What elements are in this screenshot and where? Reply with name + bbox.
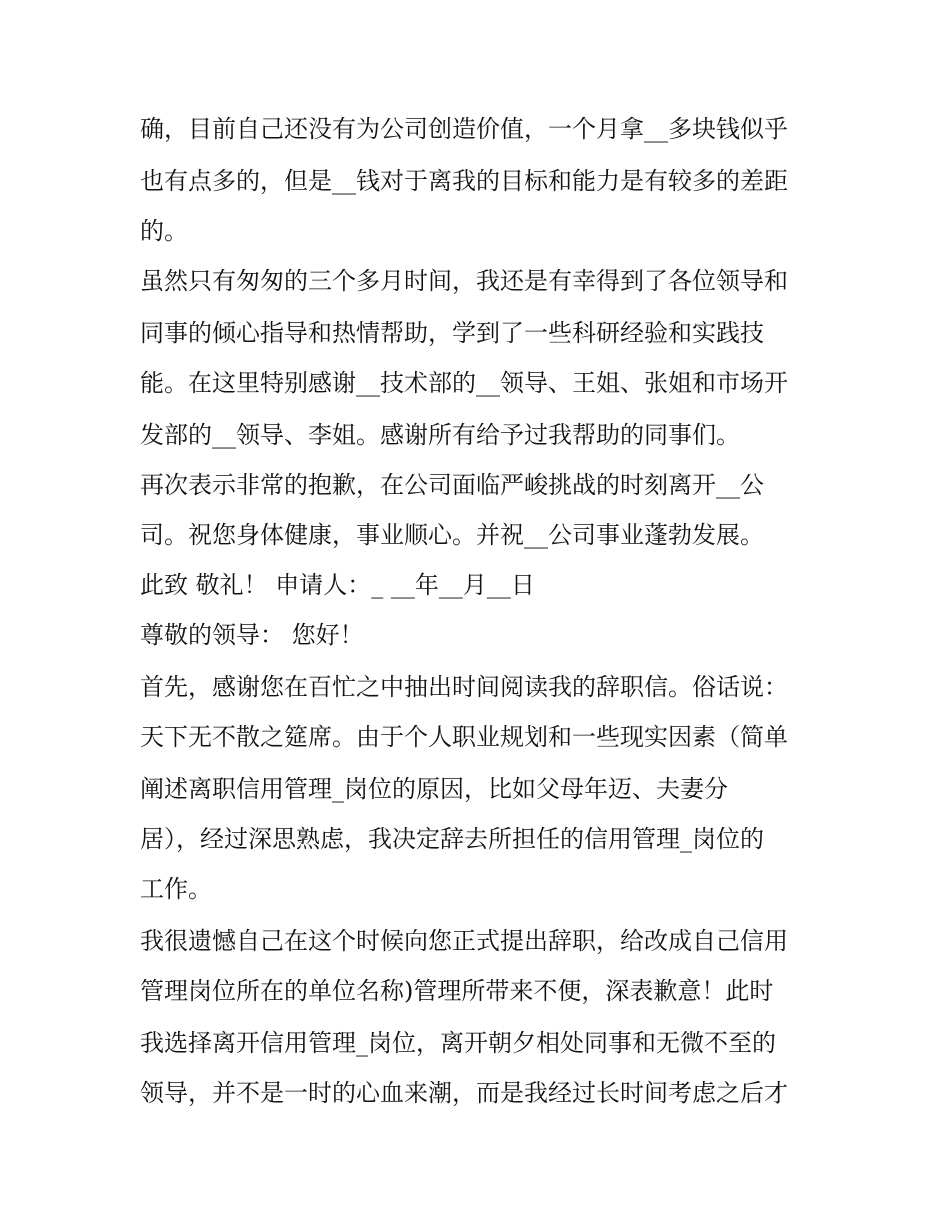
text-line-16: 工作。 [140,875,212,903]
text-line-17: 我很遗憾自己在这个时候向您正式提出辞职，给改成自己信用 [140,927,788,955]
text-line-20: 领导，并不是一时的心血来潮，而是我经过长时间考虑之后才 [140,1079,788,1107]
text-line-9: 司。祝您身体健康，事业顺心。并祝__公司事业蓬勃发展。 [140,521,764,549]
text-line-19: 我选择离开信用管理_岗位，离开朝夕相处同事和无微不至的 [140,1029,776,1057]
text-line-3: 的。 [140,217,188,245]
text-line-7: 发部的__领导、李姐。感谢所有给予过我帮助的同事们。 [140,421,740,449]
text-line-2: 也有点多的，但是__钱对于离我的目标和能力是有较多的差距 [140,167,788,195]
text-line-14: 阐述离职信用管理_岗位的原因，比如父母年迈、夫妻分 [140,775,728,803]
text-line-12: 首先，感谢您在百忙之中抽出时间阅读我的辞职信。俗话说： [140,673,788,701]
text-line-4: 虽然只有匆匆的三个多月时间，我还是有幸得到了各位领导和 [140,267,788,295]
text-line-13: 天下无不散之筵席。由于个人职业规划和一些现实因素（简单 [140,723,788,751]
text-line-1: 确，目前自己还没有为公司创造价值，一个月拿__多块钱似乎 [140,115,788,143]
text-line-15: 居），经过深思熟虑，我决定辞去所担任的信用管理_岗位的 [140,825,764,853]
text-line-18: 管理岗位所在的单位名称)管理所带来不便，深表歉意！此时 [140,977,774,1005]
text-line-10: 此致 敬礼！ 申请人：_ __年__月__日 [140,571,535,599]
text-line-8: 再次表示非常的抱歉，在公司面临严峻挑战的时刻离开__公 [140,471,764,499]
text-line-6: 能。在这里特别感谢__技术部的__领导、王姐、张姐和市场开 [140,369,788,397]
text-line-5: 同事的倾心指导和热情帮助，学到了一些科研经验和实践技 [140,319,764,347]
text-line-11: 尊敬的领导： 您好！ [140,621,364,649]
